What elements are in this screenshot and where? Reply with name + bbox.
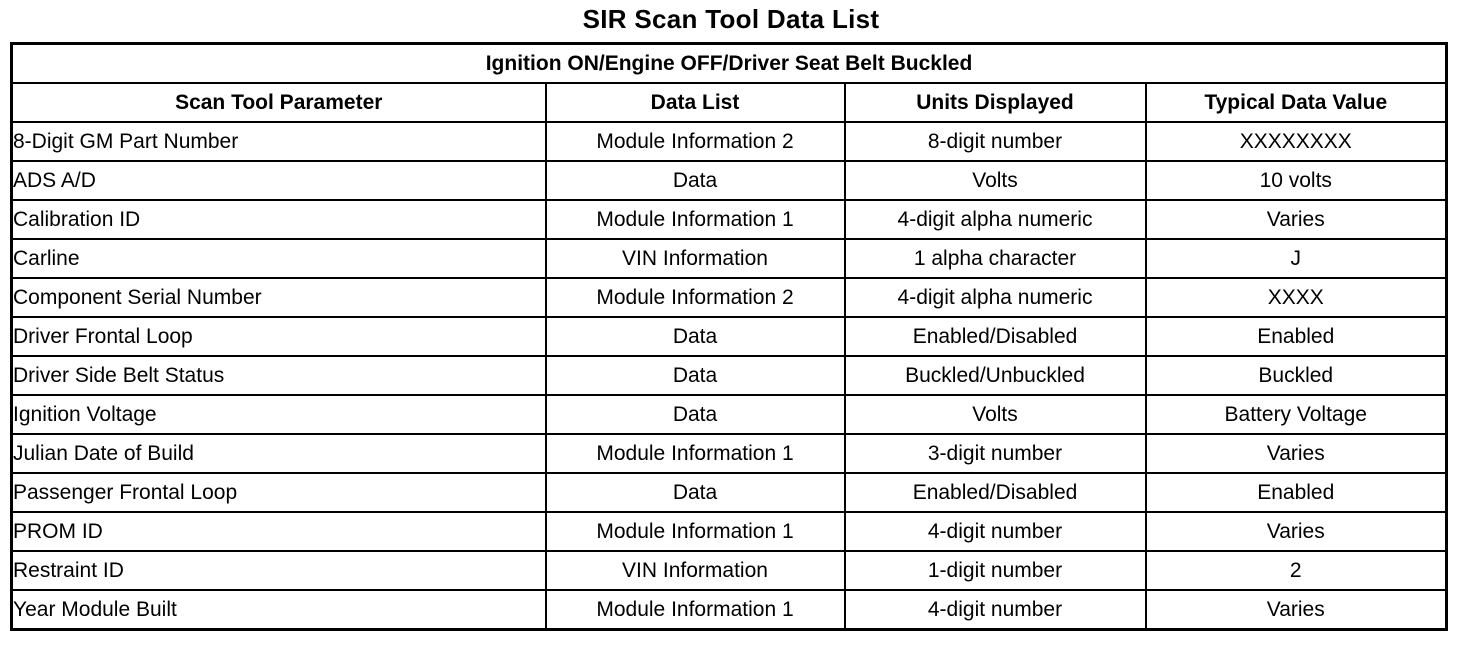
units-cell: Buckled/Unbuckled [845, 356, 1146, 395]
units-cell: Enabled/Disabled [845, 317, 1146, 356]
data-list-cell: Module Information 1 [546, 590, 845, 630]
parameter-cell: ADS A/D [12, 161, 546, 200]
typical-value-cell: Varies [1146, 512, 1447, 551]
parameter-cell: 8-Digit GM Part Number [12, 122, 546, 161]
parameter-cell: Julian Date of Build [12, 434, 546, 473]
column-header-units: Units Displayed [845, 83, 1146, 122]
column-header-row [12, 83, 1447, 122]
table-row [12, 278, 1447, 317]
table-row [12, 161, 1447, 200]
data-list-cell: Module Information 2 [546, 122, 845, 161]
units-cell: 1-digit number [845, 551, 1146, 590]
units-cell: Enabled/Disabled [845, 473, 1146, 512]
data-list-cell: Module Information 1 [546, 512, 845, 551]
units-cell: 1 alpha character [845, 239, 1146, 278]
parameter-cell: Driver Side Belt Status [12, 356, 546, 395]
table-row [12, 200, 1447, 239]
units-cell: 4-digit number [845, 512, 1146, 551]
typical-value-cell: J [1146, 239, 1447, 278]
typical-value-cell: XXXXXXXX [1146, 122, 1447, 161]
data-list-cell: Data [546, 395, 845, 434]
parameter-cell: Driver Frontal Loop [12, 317, 546, 356]
parameter-cell: Passenger Frontal Loop [12, 473, 546, 512]
column-header-parameter: Scan Tool Parameter [12, 83, 546, 122]
column-header-typical-value: Typical Data Value [1146, 83, 1447, 122]
typical-value-cell: Varies [1146, 434, 1447, 473]
data-list-cell: Data [546, 317, 845, 356]
table-row [12, 356, 1447, 395]
parameter-cell: Carline [12, 239, 546, 278]
data-list-cell: Data [546, 473, 845, 512]
typical-value-cell: Varies [1146, 200, 1447, 239]
units-cell: Volts [845, 395, 1146, 434]
units-cell: 4-digit number [845, 590, 1146, 630]
typical-value-cell: XXXX [1146, 278, 1447, 317]
units-cell: 4-digit alpha numeric [845, 200, 1146, 239]
parameter-cell: Ignition Voltage [12, 395, 546, 434]
data-list-cell: Module Information 2 [546, 278, 845, 317]
typical-value-cell: 10 volts [1146, 161, 1447, 200]
data-list-cell: Data [546, 161, 845, 200]
typical-value-cell: Buckled [1146, 356, 1447, 395]
table-row [12, 239, 1447, 278]
parameter-cell: Component Serial Number [12, 278, 546, 317]
data-list-cell: Module Information 1 [546, 434, 845, 473]
parameter-cell: PROM ID [12, 512, 546, 551]
parameter-cell: Year Module Built [12, 590, 546, 630]
typical-value-cell: Battery Voltage [1146, 395, 1447, 434]
units-cell: 3-digit number [845, 434, 1146, 473]
data-list-cell: VIN Information [546, 551, 845, 590]
table-row [12, 317, 1447, 356]
column-header-data-list: Data List [546, 83, 845, 122]
table-row [12, 434, 1447, 473]
units-cell: 8-digit number [845, 122, 1146, 161]
sir-data-table [10, 42, 1448, 631]
units-cell: 4-digit alpha numeric [845, 278, 1146, 317]
page-title: SIR Scan Tool Data List [582, 4, 880, 34]
table-row [12, 512, 1447, 551]
typical-value-cell: 2 [1146, 551, 1447, 590]
table-row [12, 473, 1447, 512]
table-row [12, 590, 1447, 630]
condition-row [12, 44, 1447, 84]
parameter-cell: Calibration ID [12, 200, 546, 239]
typical-value-cell: Enabled [1146, 317, 1447, 356]
table-row [12, 122, 1447, 161]
data-list-cell: Module Information 1 [546, 200, 845, 239]
units-cell: Volts [845, 161, 1146, 200]
data-list-cell: VIN Information [546, 239, 845, 278]
typical-value-cell: Varies [1146, 590, 1447, 630]
table-row [12, 551, 1447, 590]
data-list-cell: Data [546, 356, 845, 395]
typical-value-cell: Enabled [1146, 473, 1447, 512]
condition-header: Ignition ON/Engine OFF/Driver Seat Belt Buckled [12, 44, 1447, 84]
table-row [12, 395, 1447, 434]
parameter-cell: Restraint ID [12, 551, 546, 590]
